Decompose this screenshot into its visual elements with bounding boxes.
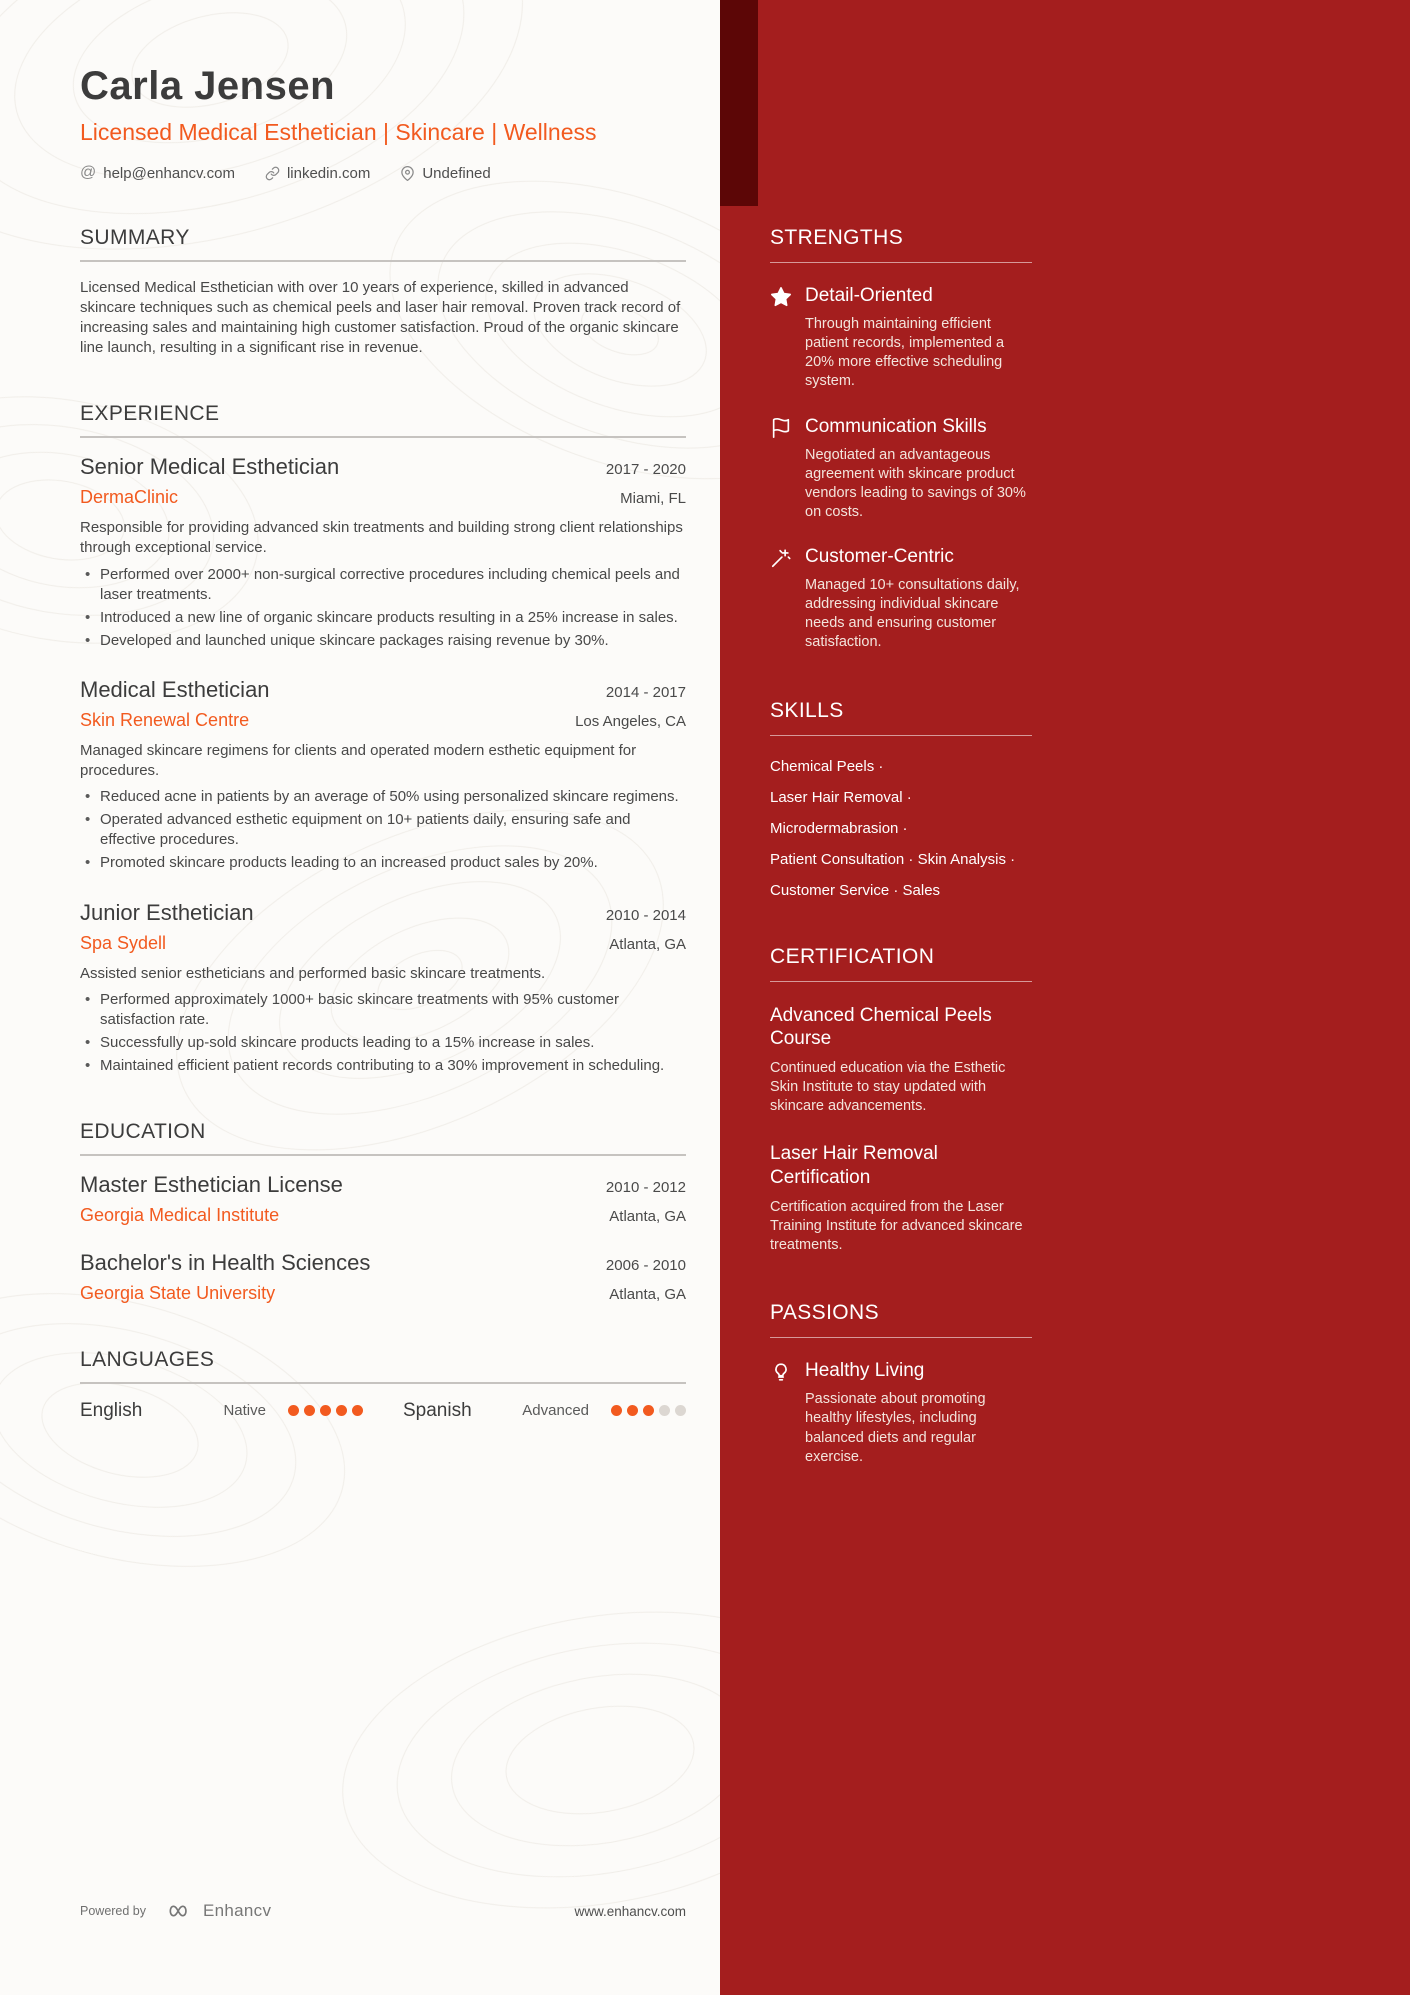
summary-text: Licensed Medical Esthetician with over 10 years of experience, skilled in advanced skincare techniques such as chemical peels and laser hair removal. Proven track record of increasing sales and maintaining high customer satisfaction. Proud of the organic skincare line launch, resulting in a significant rise in revenue.: [80, 279, 681, 357]
strength-text: Negotiated an advantageous agreement with skincare product vendors leading to savings of 30% on costs.: [805, 446, 1026, 520]
bullet-item: • Reduced acne in patients by an average of 50% using personalized skincare regimens.: [100, 787, 686, 807]
strength-item: [770, 546, 1032, 653]
skills-section: [770, 699, 1032, 899]
certification-text: Certification acquired from the Laser Training Institute for advanced skincare treatments.: [770, 1198, 1023, 1254]
certification-item: [770, 1004, 1032, 1117]
enhancv-logo-icon: [166, 1903, 194, 1919]
job-company: Spa Sydell: [80, 932, 167, 953]
rating-dot-filled: [336, 1405, 347, 1416]
bullet-item: • Operated advanced esthetic equipment on 10+ patients daily, ensuring safe and effective procedures.: [100, 810, 686, 850]
job-description: Responsible for providing advanced skin treatments and building strong client relationships through exceptional service.: [80, 519, 683, 557]
language-item: [80, 1400, 403, 1422]
rating-dot-filled: [611, 1405, 622, 1416]
job-location: Atlanta, GA: [609, 935, 686, 953]
contact-email[interactable]: [80, 164, 235, 182]
language-level: Advanced: [522, 1402, 589, 1420]
resume-header: [80, 64, 686, 182]
skill-item: Patient Consultation · Skin Analysis ·: [770, 850, 1016, 868]
rating-dot-filled: [288, 1405, 299, 1416]
school-location: Atlanta, GA: [609, 1285, 686, 1303]
degree-title: Master Esthetician License: [80, 1171, 343, 1197]
footer: [80, 1901, 686, 1921]
job-dates: 2014 - 2017: [605, 683, 686, 701]
contact-row: [80, 164, 686, 182]
person-headline: Licensed Medical Esthetician | Skincare | Wellness: [80, 119, 597, 145]
rating-dot-empty: [659, 1405, 670, 1416]
link-icon: [265, 166, 280, 181]
passion-text: Passionate about promoting healthy lifestyles, including balanced diets and regular exercise.: [805, 1391, 986, 1465]
rating-dot-filled: [304, 1405, 315, 1416]
strength-title: Customer-Centric: [805, 546, 954, 567]
job-company: DermaClinic: [80, 487, 179, 508]
bullet-item: • Performed over 2000+ non-surgical corrective procedures including chemical peels and laser treatments.: [100, 565, 686, 605]
school-name: Georgia State University: [80, 1282, 276, 1303]
language-level: Native: [223, 1402, 266, 1420]
experience-entry: [80, 677, 686, 874]
strength-text: Through maintaining efficient patient records, implemented a 20% more effective scheduling system.: [805, 316, 1005, 390]
job-title: Senior Medical Esthetician: [80, 454, 340, 480]
job-description: Assisted senior estheticians and performed basic skincare treatments.: [80, 964, 546, 982]
degree-dates: 2006 - 2010: [605, 1256, 686, 1274]
enhancv-logo-text: Enhancv: [203, 1901, 272, 1920]
job-title: Junior Esthetician: [80, 899, 254, 925]
school-location: Atlanta, GA: [609, 1207, 686, 1225]
job-title: Medical Esthetician: [80, 676, 270, 702]
bullet-item: • Successfully up-sold skincare products leading to a 15% increase in sales.: [100, 1033, 686, 1053]
job-location: Miami, FL: [620, 490, 686, 508]
language-name: Spanish: [403, 1399, 472, 1421]
wand-icon: [770, 546, 792, 653]
experience-entry: [80, 454, 686, 651]
contact-location-text: Undefined: [422, 164, 491, 182]
bulb-icon: [770, 1360, 792, 1467]
location-icon: [400, 166, 415, 181]
job-bullet-list: [80, 990, 686, 1076]
summary-heading: SUMMARY: [80, 226, 686, 262]
contact-linkedin-text: linkedin.com: [286, 164, 371, 182]
skill-item: Microdermabrasion ·: [770, 819, 908, 837]
skills-heading: SKILLS: [770, 699, 1032, 736]
skill-item: Laser Hair Removal ·: [770, 788, 912, 806]
strength-title: Detail-Oriented: [805, 285, 933, 306]
education-entry: [80, 1172, 686, 1226]
experience-section: [80, 402, 686, 1076]
degree-title: Bachelor's in Health Sciences: [80, 1249, 371, 1275]
summary-section: [80, 226, 686, 358]
rating-dot-empty: [675, 1405, 686, 1416]
job-bullet-list: [80, 565, 686, 651]
passions-section: [770, 1301, 1032, 1467]
language-item: [403, 1400, 686, 1422]
language-name: English: [80, 1399, 143, 1421]
bullet-item: • Introduced a new line of organic skincare products resulting in a 25% increase in sales.: [100, 608, 686, 628]
strength-title: Communication Skills: [805, 415, 987, 437]
skill-item: Chemical Peels ·: [770, 757, 884, 775]
education-entry: [80, 1250, 686, 1304]
language-rating: [611, 1405, 686, 1416]
job-dates: 2017 - 2020: [605, 461, 686, 479]
sidebar-column: [720, 0, 1410, 1995]
strengths-heading: STRENGTHS: [770, 226, 1032, 263]
degree-dates: 2010 - 2012: [605, 1178, 686, 1196]
contact-email-text: help@enhancv.com: [103, 164, 235, 182]
bullet-item: • Maintained efficient patient records contributing to a 30% improvement in scheduling.: [100, 1056, 686, 1076]
language-rating: [288, 1405, 363, 1416]
education-section: [80, 1120, 686, 1304]
languages-section: [80, 1348, 686, 1422]
passion-item: [770, 1360, 1032, 1467]
certification-text: Continued education via the Esthetic Skin Institute to stay updated with skincare advancements.: [770, 1060, 1006, 1115]
rating-dot-filled: [643, 1405, 654, 1416]
languages-heading: LANGUAGES: [80, 1348, 686, 1384]
experience-heading: EXPERIENCE: [80, 402, 686, 438]
footer-website-link[interactable]: www.enhancv.com: [574, 1903, 686, 1919]
enhancv-logo: [166, 1901, 271, 1921]
passion-title: Healthy Living: [805, 1360, 925, 1382]
certification-title: Laser Hair Removal Certification: [770, 1143, 938, 1189]
strength-item: [770, 416, 1032, 523]
job-bullet-list: [80, 787, 686, 873]
strength-text: Managed 10+ consultations daily, addressing individual skincare needs and ensuring customer satisfaction.: [805, 577, 1020, 651]
strengths-section: [770, 226, 1032, 653]
certification-item: [770, 1142, 1032, 1255]
job-description: Managed skincare regimens for clients and operated modern esthetic equipment for procedures.: [80, 741, 637, 780]
experience-entry: [80, 900, 686, 1076]
at-icon: @: [80, 164, 97, 181]
rating-dot-filled: [627, 1405, 638, 1416]
job-location: Los Angeles, CA: [575, 712, 686, 730]
sidebar-accent-bar: [720, 0, 758, 206]
person-name: Carla Jensen: [80, 64, 336, 108]
contact-location: [400, 165, 490, 182]
rating-dot-filled: [320, 1405, 331, 1416]
bullet-item: • Developed and launched unique skincare packages raising revenue by 30%.: [100, 631, 686, 651]
passions-heading: PASSIONS: [770, 1301, 1032, 1338]
certification-section: [770, 945, 1032, 1256]
school-name: Georgia Medical Institute: [80, 1204, 280, 1225]
job-dates: 2010 - 2014: [605, 906, 686, 924]
powered-by-label: Powered by: [80, 1904, 147, 1918]
bullet-item: • Promoted skincare products leading to an increased product sales by 20%.: [100, 853, 686, 873]
job-company: Skin Renewal Centre: [80, 709, 250, 730]
contact-linkedin[interactable]: [265, 165, 370, 182]
certification-title: Advanced Chemical Peels Course: [770, 1004, 992, 1050]
bullet-item: • Performed approximately 1000+ basic skincare treatments with 95% customer satisfaction rate.: [100, 990, 686, 1030]
languages-row: [80, 1400, 686, 1422]
education-heading: EDUCATION: [80, 1120, 686, 1156]
star-icon: [770, 285, 792, 392]
rating-dot-filled: [352, 1405, 363, 1416]
skill-item: Customer Service · Sales: [770, 881, 941, 899]
strength-item: [770, 285, 1032, 392]
certification-heading: CERTIFICATION: [770, 945, 1032, 982]
flag-icon: [770, 416, 792, 523]
